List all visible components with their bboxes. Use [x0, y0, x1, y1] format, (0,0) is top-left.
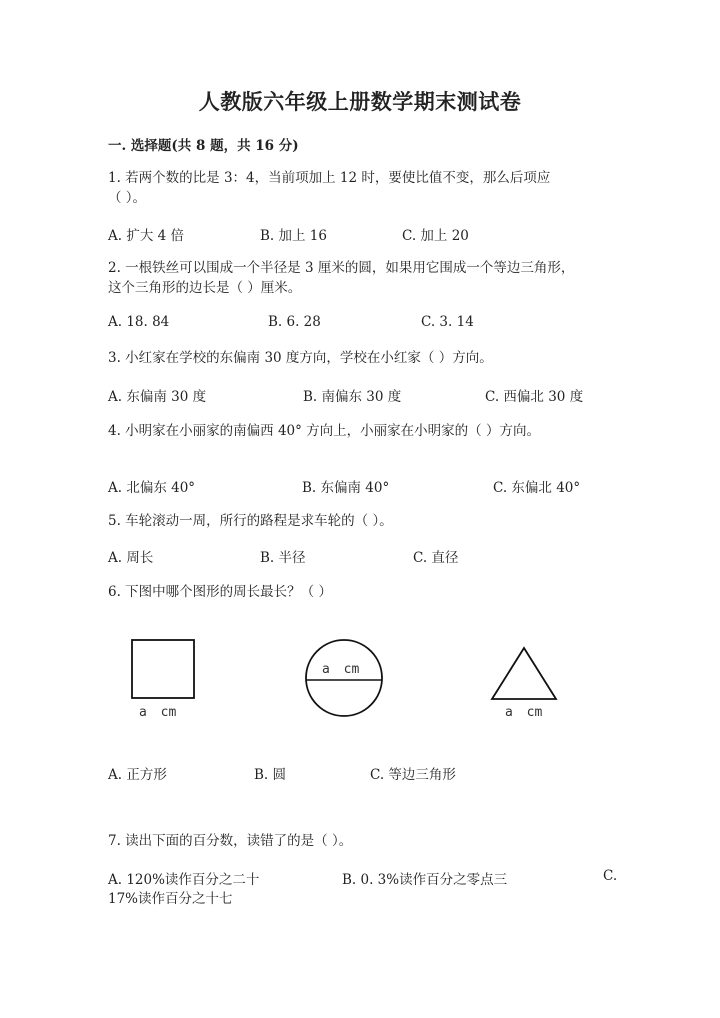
question-1-option-b: B. 加上 16 [260, 228, 327, 244]
question-1-line-1: 1. 若两个数的比是 3：4，当前项加上 12 时，要使比值不变，那么后项应 [108, 170, 551, 186]
question-6-option-a: A. 正方形 [108, 767, 167, 783]
question-7-option-b: B. 0. 3%读作百分之零点三 [342, 872, 508, 888]
question-7-line-1: 7. 读出下面的百分数，读错了的是（ ）。 [108, 833, 353, 849]
circle-shape [306, 640, 382, 716]
triangle-side-label: a cm [505, 705, 543, 720]
question-2-option-b: B. 6. 28 [268, 314, 321, 330]
question-4-option-a: A. 北偏东 40° [108, 480, 196, 496]
question-2-line-2: 这个三角形的边长是（ ）厘米。 [108, 280, 302, 296]
question-5-line-1: 5. 车轮滚动一周，所行的路程是求车轮的（ ）。 [108, 513, 393, 529]
question-4-option-c: C. 东偏北 40° [493, 480, 581, 496]
square-shape [132, 640, 194, 698]
question-2-option-a: A. 18. 84 [108, 314, 170, 330]
triangle-shape [492, 648, 556, 699]
question-3-option-a: A. 东偏南 30 度 [108, 389, 207, 405]
circle-diameter-label: a cm [322, 662, 360, 677]
question-1-line-2: （ ）。 [108, 190, 147, 206]
page-title: 人教版六年级上册数学期末测试卷 [198, 89, 522, 114]
question-1-option-a: A. 扩大 4 倍 [108, 228, 185, 244]
question-3-line-1: 3. 小红家在学校的东偏南 30 度方向，学校在小红家（ ）方向。 [108, 350, 493, 366]
question-6-option-c: C. 等边三角形 [370, 767, 456, 783]
question-3-option-b: B. 南偏东 30 度 [303, 389, 402, 405]
question-7-option-c: C. [603, 868, 618, 884]
question-4-line-1: 4. 小明家在小丽家的南偏西 40° 方向上，小丽家在小明家的（ ）方向。 [108, 423, 540, 439]
question-2-option-c: C. 3. 14 [421, 314, 474, 330]
square-side-label: a cm [139, 705, 177, 720]
question-1-option-c: C. 加上 20 [402, 228, 469, 244]
question-5-option-c: C. 直径 [413, 550, 459, 566]
question-6-line-1: 6. 下图中哪个图形的周长最长？（ ） [108, 584, 332, 600]
question-2-line-1: 2. 一根铁丝可以围成一个半径是 3 厘米的圆，如果用它围成一个等边三角形， [108, 260, 575, 276]
question-6-option-b: B. 圆 [254, 767, 287, 783]
question-5-option-a: A. 周长 [108, 550, 154, 566]
question-4-option-b: B. 东偏南 40° [302, 480, 390, 496]
question-3-option-c: C. 西偏北 30 度 [485, 389, 584, 405]
section-heading: 一. 选择题(共 8 题，共 16 分) [108, 138, 299, 154]
question-7-option-a: A. 120%读作百分之二十 [108, 872, 260, 888]
question-7-option-c-continued: 17%读作百分之十七 [108, 891, 233, 907]
question-5-option-b: B. 半径 [260, 550, 306, 566]
